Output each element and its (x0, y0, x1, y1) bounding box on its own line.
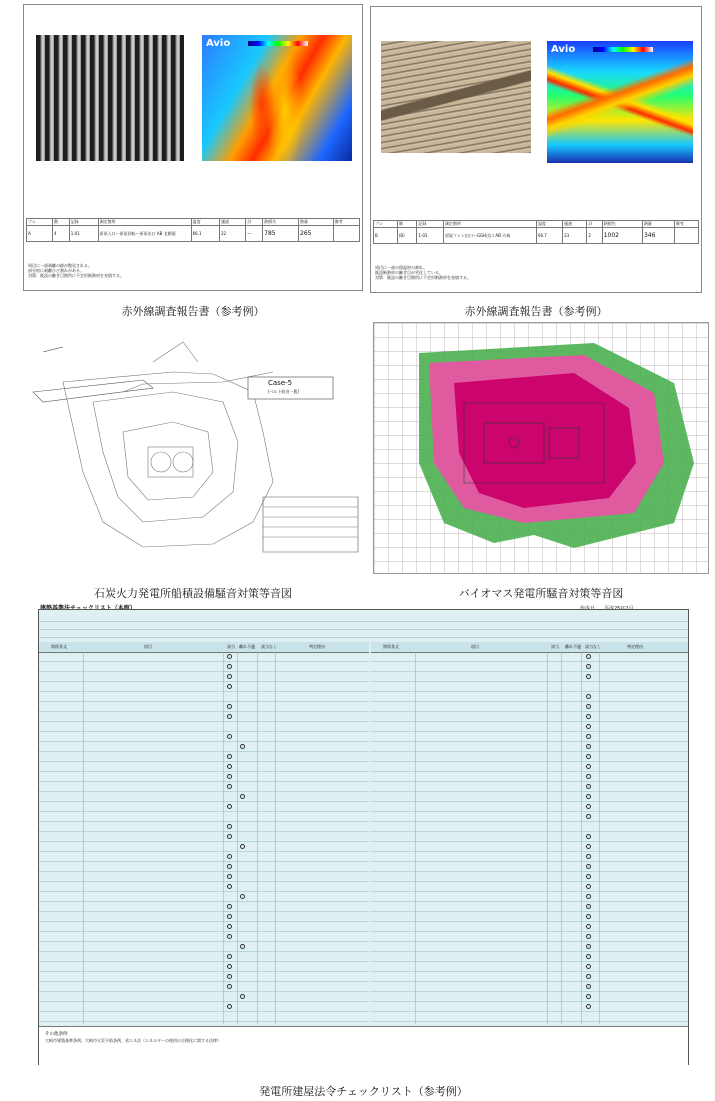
check-circle (586, 734, 591, 739)
row-temp: 66.7 (536, 228, 562, 244)
check-circle (586, 714, 591, 719)
check-circle (586, 704, 591, 709)
caption-checklist: 発電所建屋法令チェックリスト（参考例） (259, 1085, 468, 1098)
check-circle (227, 984, 232, 989)
thermal-image-left (202, 35, 352, 161)
left-grid (39, 652, 369, 1024)
check-circle (586, 744, 591, 749)
check-circle (227, 734, 232, 739)
check-circle (227, 864, 232, 869)
thermal-colorbar (593, 47, 653, 52)
header-nonconform: 離れ不適 (239, 644, 255, 649)
camera-brand-label: Avio (206, 38, 231, 49)
header-na: 該当なし (585, 644, 601, 649)
header-item: 項目 (144, 644, 152, 649)
check-circle (586, 774, 591, 779)
visible-light-photo-left (36, 35, 184, 161)
check-circle (227, 804, 232, 809)
check-circle (586, 964, 591, 969)
check-circle (586, 844, 591, 849)
row-location: 1-01 (69, 226, 98, 242)
check-circle (586, 914, 591, 919)
header-article: 関係条文 (51, 644, 67, 649)
check-circle (586, 984, 591, 989)
caption-biomass-noise: バイオマス発電所騒音対策等音図 (458, 587, 624, 600)
check-circle (586, 674, 591, 679)
checklist-info-band (39, 614, 688, 640)
check-circle (227, 934, 232, 939)
check-circle (586, 944, 591, 949)
check-circle (227, 884, 232, 889)
check-circle (227, 684, 232, 689)
camera-brand-label: Avio (551, 44, 576, 55)
row-heat-value: 265 (299, 226, 334, 242)
coal-noise-drawing (23, 322, 363, 574)
check-circle (586, 804, 591, 809)
row-wind: 23 (563, 228, 587, 244)
note: 周辺に一部の保温材の割れ。 (375, 265, 428, 270)
check-circle (227, 924, 232, 929)
check-circle (586, 694, 591, 699)
header-na: 該当なし (261, 644, 277, 649)
header-nonconform: 離れ不適 (565, 644, 581, 649)
check-circle (586, 754, 591, 759)
caption-coal-noise: 石炭火力発電所船積設備騒音対策等音図 (94, 587, 292, 600)
header-reason: 判定理由 (309, 644, 325, 649)
row-extra: ― (246, 226, 263, 242)
row-extra: 2 (587, 228, 602, 244)
check-circle (227, 754, 232, 759)
noise-contour-drawing (23, 322, 363, 574)
note: 部分的に剥離ひび割れがある。 (28, 268, 84, 273)
row-wind: 22 (220, 226, 246, 242)
check-circle (586, 724, 591, 729)
ir-data-table-right: プレ 階 記録 測定箇所 温度 風速 計 熱損失 熱量 備考 B (B) 1-03 原炭ファン出口～GGH出口 AB 天端 66.7 23 2 1002 346 (373, 220, 699, 244)
noise-contour-map (374, 323, 708, 573)
check-circle (240, 844, 245, 849)
thermal-image-right (547, 41, 693, 163)
ir-report-right-sheet (370, 6, 702, 293)
footer-text: 大崎市建築基準条例、大崎市火災予防条例、省エネ法（エネルギーの使用の合理化に関する法律） (45, 1038, 221, 1043)
check-circle (240, 994, 245, 999)
check-circle (586, 664, 591, 669)
caption-ir-report-left: 赤外線調査報告書（参考例） (121, 305, 265, 318)
check-circle (586, 884, 591, 889)
check-circle (586, 864, 591, 869)
check-circle (227, 854, 232, 859)
check-circle (240, 744, 245, 749)
header-reason: 判定理由 (627, 644, 643, 649)
ir-data-table-left: プレ 階 記録 測定箇所 温度 風速 計 熱損失 熱量 備考 A 4 1-01 原炭入口～原炭回転～原炭出口 AB 北側面 66.1 22 ― 785 265 (26, 218, 360, 242)
check-circle (227, 704, 232, 709)
check-circle (227, 914, 232, 919)
ir-notes-left (28, 263, 358, 278)
check-circle (227, 834, 232, 839)
row-floor: (B) (397, 228, 417, 244)
case-label: Case-5 (268, 379, 293, 387)
biomass-noise-map (373, 322, 709, 574)
check-circle (227, 674, 232, 679)
row-floor: 4 (52, 226, 69, 242)
ir-notes-right (375, 265, 697, 280)
check-circle (586, 814, 591, 819)
check-circle (227, 964, 232, 969)
check-circle (586, 764, 591, 769)
check-circle (240, 894, 245, 899)
row-heat-loss: 1002 (602, 228, 642, 244)
check-circle (240, 794, 245, 799)
check-circle (586, 784, 591, 789)
check-circle (586, 854, 591, 859)
check-circle (586, 934, 591, 939)
check-circle (586, 874, 591, 879)
check-circle (586, 654, 591, 659)
header-applicable: 該当 (227, 644, 235, 649)
row-heat-loss: 785 (263, 226, 299, 242)
header-item: 項目 (471, 644, 479, 649)
check-circle (227, 954, 232, 959)
check-circle (227, 904, 232, 909)
check-circle (227, 654, 232, 659)
check-circle (227, 874, 232, 879)
row-heat-value: 346 (642, 228, 674, 244)
header-applicable: 該当 (551, 644, 559, 649)
check-circle (227, 784, 232, 789)
check-circle (227, 824, 232, 829)
note: 対策：既設の継ぎ目箇所に不定形断熱材を充填する。 (28, 273, 124, 278)
visible-light-photo-right (381, 41, 531, 153)
row-location: 1-03 (417, 228, 444, 244)
check-circle (227, 664, 232, 669)
check-circle (586, 974, 591, 979)
check-circle (586, 794, 591, 799)
check-circle (586, 924, 591, 929)
row-id: A (27, 226, 53, 242)
check-circle (586, 1004, 591, 1009)
check-circle (227, 714, 232, 719)
check-circle (586, 834, 591, 839)
row-id: B (374, 228, 398, 244)
checklist-sheet (38, 609, 689, 1065)
thermal-colorbar (248, 41, 308, 46)
row-name: 原炭入口～原炭回転～原炭出口 AB 北側面 (98, 226, 191, 242)
right-grid (371, 652, 688, 1024)
check-circle (586, 954, 591, 959)
check-circle (227, 974, 232, 979)
row-name: 原炭ファン出口～GGH出口 AB 天端 (443, 228, 536, 244)
caption-ir-report-right: 赤外線調査報告書（参考例） (464, 305, 608, 318)
note: 対策：既設の継ぎ目箇所に不定形断熱材を充填する。 (375, 275, 471, 280)
check-circle (227, 1004, 232, 1009)
note: 周辺に一部剥離の跡が散見される。 (28, 263, 92, 268)
check-circle (227, 774, 232, 779)
footer-title: その他条例 (45, 1032, 68, 1037)
check-circle (240, 944, 245, 949)
checklist-footer (39, 1026, 688, 1065)
note: 既設断熱材の継ぎ目が劣化している。 (375, 270, 443, 275)
ir-report-left-sheet (23, 4, 363, 291)
row-temp: 66.1 (191, 226, 219, 242)
check-circle (227, 764, 232, 769)
case-sublabel: (ベルト防音一覧) (268, 389, 300, 394)
header-article: 関係条文 (383, 644, 399, 649)
check-circle (586, 894, 591, 899)
check-circle (586, 904, 591, 909)
check-circle (586, 994, 591, 999)
